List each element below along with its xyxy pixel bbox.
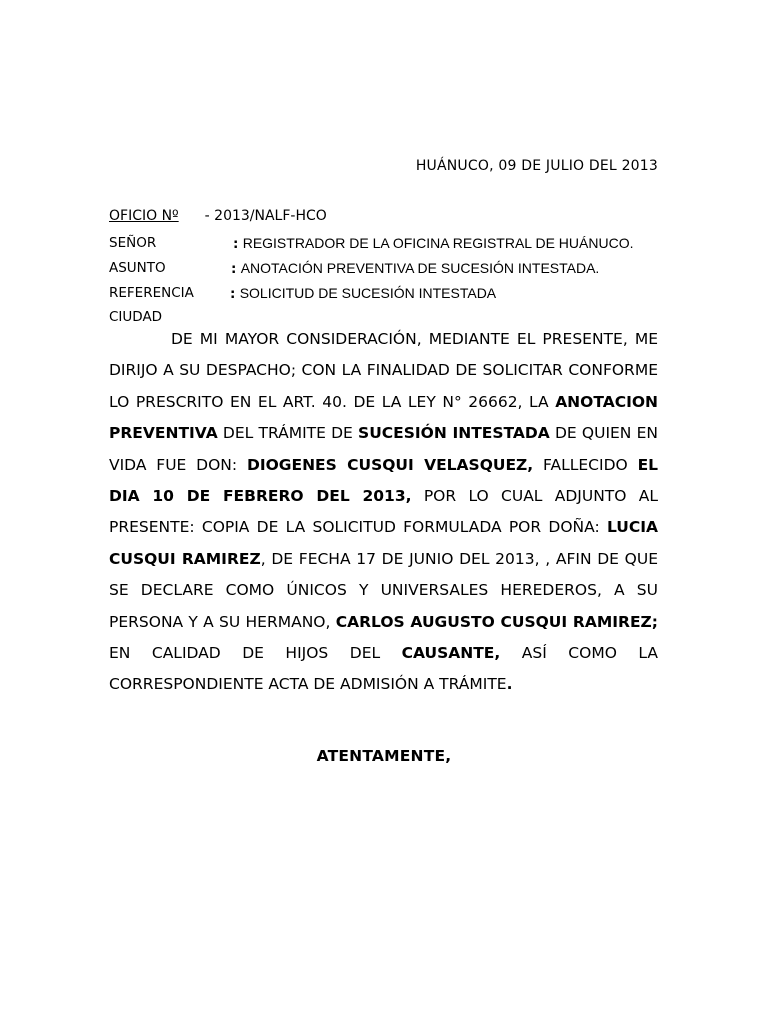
header-referencia (109, 285, 497, 302)
referencia-value: SOLICITUD DE SUCESIÓN INTESTADA (239, 285, 497, 301)
body-text-run: ASÍ COMO LA CORRESPONDIENTE ACTA DE ADMISIÓN A TRÁMITE (109, 644, 658, 694)
body-bold-run: . (506, 675, 513, 694)
body-text-run: DE QUIEN EN VIDA FUE DON: (109, 424, 658, 474)
city-line: CIUDAD (109, 309, 163, 325)
body-bold-run: SUCESIÓN INTESTADA (358, 424, 550, 443)
oficio-line (109, 208, 327, 224)
document-date: HUÁNUCO, 09 DE JULIO DEL 2013 (415, 158, 658, 174)
header-asunto (109, 260, 600, 277)
senor-label: SEÑOR (109, 235, 157, 251)
body-bold-run: ANOTACION PREVENTIVA (109, 392, 658, 443)
body-text-run: POR LO CUAL ADJUNTO AL PRESENTE: COPIA DE LA SOLICITUD FORMULADA POR DOÑA: (109, 487, 658, 537)
body-bold-run: LUCIA CUSQUI RAMIREZ (109, 518, 658, 568)
referencia-label: REFERENCIA (109, 285, 194, 301)
body-bold-run: CARLOS AUGUSTO CUSQUI RAMIREZ; (335, 612, 658, 631)
header-senor (109, 235, 634, 252)
asunto-value: ANOTACIÓN PREVENTIVA DE SUCESIÓN INTESTADA. (240, 260, 600, 276)
body-text-run: EN CALIDAD DE HIJOS DEL (109, 644, 402, 663)
senor-value: REGISTRADOR DE LA OFICINA REGISTRAL DE HUÁNUCO. (242, 235, 634, 251)
body-text-run: , DE FECHA 17 DE JUNIO DEL 2013, , AFIN DE QUE SE DECLARE COMO ÚNICOS Y UNIVERSALES HEREDEROS, A SU PERSONA Y A SU HERMANO, (109, 549, 659, 631)
body-text-run: DE MI MAYOR CONSIDERACIÓN, MEDIANTE EL PRESENTE, ME DIRIJO A SU DESPACHO; CON LA FINALIDAD DE SOLICITAR CONFORME LO PRESCRITO EN EL ART. 40. DE LA LEY N° 26662, LA (109, 330, 658, 411)
colon: : (230, 286, 236, 302)
body-bold-run: DIOGENES CUSQUI VELASQUEZ, (246, 455, 534, 474)
body-bold-run: CAUSANTE, (401, 644, 501, 663)
body-bold-run: EL DIA 10 DE FEBRERO DEL 2013, (109, 455, 659, 506)
body-text-run: DEL TRÁMITE DE (217, 424, 359, 443)
body-text-run: FALLECIDO (533, 455, 638, 474)
oficio-number: - 2013/NALF-HCO (204, 208, 327, 224)
colon: : (233, 236, 239, 252)
oficio-label: OFICIO Nº (109, 208, 179, 224)
letter-body (109, 324, 658, 701)
asunto-label: ASUNTO (109, 260, 166, 276)
colon: : (231, 261, 237, 277)
closing-salutation: ATENTAMENTE, (316, 747, 452, 765)
